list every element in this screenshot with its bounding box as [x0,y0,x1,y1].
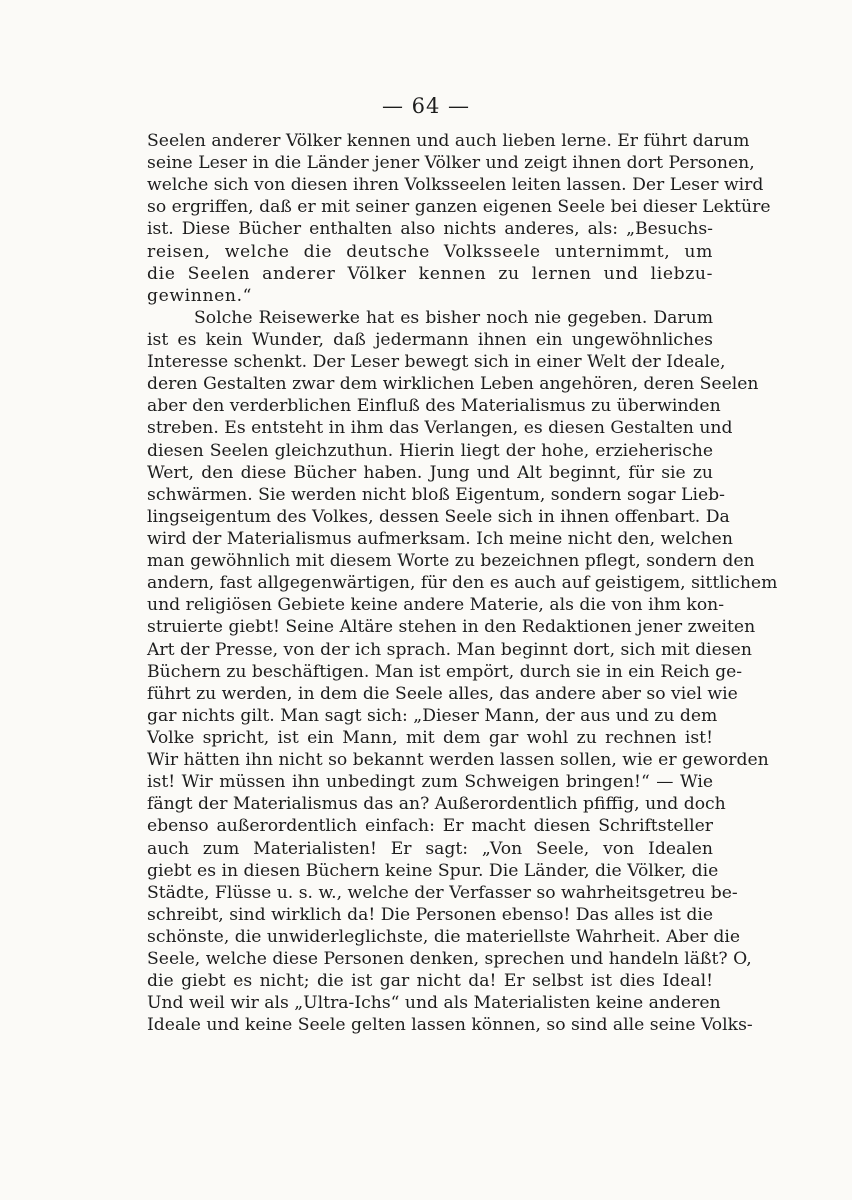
text-line: und religiösen Gebiete keine andere Materie, als die von ihm kon- [147,595,725,616]
text-line: Ideale und keine Seele gelten lassen können, so sind alle seine Volks- [147,1015,753,1036]
text-line: diesen Seelen gleichzuthun. Hierin liegt der hohe, erzieherische [147,440,713,461]
text-line: struierte giebt! Seine Altäre stehen in den Redaktionen jener zweiten [147,617,756,638]
text-line: Städte, Flüsse u. s. w., welche der Verfasser so wahrheitsgetreu be- [147,882,738,903]
text-line: schwärmen. Sie werden nicht bloß Eigentum, sondern sogar Lieb- [147,484,725,505]
text-line: giebt es in diesen Büchern keine Spur. Die Länder, die Völker, die [147,860,719,881]
text-line: seine Leser in die Länder jener Völker und zeigt ihnen dort Personen, [147,153,755,174]
text-line: die giebt es nicht; die ist gar nicht da! Er selbst ist dies Ideal! [147,971,713,992]
text-line: Art der Presse, von der ich sprach. Man beginnt dort, sich mit diesen [147,639,752,660]
text-line: Seelen anderer Völker kennen und auch lieben lerne. Er führt darum [147,131,750,151]
text-line: auch zum Materialisten! Er sagt: „Von Seele, von Idealen [147,838,713,859]
text-line: schreibt, sind wirklich da! Die Personen ebenso! Das alles ist die [147,904,714,925]
text-line: ist es kein Wunder, daß jedermann ihnen ein ungewöhnliches [147,329,713,350]
text-line: so ergriffen, daß er mit seiner ganzen eigenen Seele bei dieser Lektüre [147,197,771,218]
text-line: streben. Es entsteht in ihm das Verlangen, es diesen Gestalten und [147,418,733,439]
text-line: Seele, welche diese Personen denken, sprechen und handeln läßt? O, [147,949,752,970]
text-line: schönste, die unwiderleglichste, die materiellste Wahrheit. Aber die [147,926,741,947]
text-line: wird der Materialismus aufmerksam. Ich meine nicht den, welchen [147,528,733,549]
text-line: Wert, den diese Bücher haben. Jung und Alt beginnt, für sie zu [147,462,713,483]
text-line: Büchern zu beschäftigen. Man ist empört, durch sie in ein Reich ge- [147,661,743,682]
text-line: welche sich von diesen ihren Volksseelen leiten lassen. Der Leser wird [147,175,764,196]
body-text [147,130,778,1036]
text-line: führt zu werden, in dem die Seele alles, das andere aber so viel wie [147,683,738,704]
paragraph-start-line: Solche Reisewerke hat es bisher noch nie gegeben. Darum [194,307,713,328]
text-line: lingseigentum des Volkes, dessen Seele sich in ihnen offenbart. Da [147,506,730,527]
text-line: ist. Diese Bücher enthalten also nichts anderes, als: „Besuchs- [147,219,713,240]
paragraph-end-line: gewinnen.“ [147,285,253,306]
text-line: deren Gestalten zwar dem wirklichen Leben angehören, deren Seelen [147,374,759,395]
text-line: fängt der Materialismus das an? Außerordentlich pfiffig, und doch [147,794,726,815]
text-line: ebenso außerordentlich einfach: Er macht diesen Schriftsteller [147,816,713,837]
text-line: Und weil wir als „Ultra-Ichs“ und als Materialisten keine anderen [147,993,721,1014]
text-line: man gewöhnlich mit diesem Worte zu bezeichnen pflegt, sondern den [147,551,755,572]
text-line-emphasis: reisen, welche die deutsche Volksseele unternimmt, um [147,241,713,262]
text-line: Interesse schenkt. Der Leser bewegt sich in einer Welt der Ideale, [147,352,726,373]
text-line: ist! Wir müssen ihn unbedingt zum Schweigen bringen!“ — Wie [147,772,713,793]
page-number: — 64 — [381,94,471,118]
text-line: aber den verderblichen Einfluß des Materialismus zu überwinden [147,396,721,417]
text-line: Wir hätten ihn nicht so bekannt werden lassen sollen, wie er geworden [147,750,769,771]
text-line: andern, fast allgegenwärtigen, für den es auch auf geistigem, sittlichem [147,573,778,594]
text-line: Volke spricht, ist ein Mann, mit dem gar wohl zu rechnen ist! [147,727,713,748]
text-line: gar nichts gilt. Man sagt sich: „Dieser Mann, der aus und zu dem [147,705,718,726]
text-line-emphasis: die Seelen anderer Völker kennen zu lernen und liebzu- [147,263,713,284]
